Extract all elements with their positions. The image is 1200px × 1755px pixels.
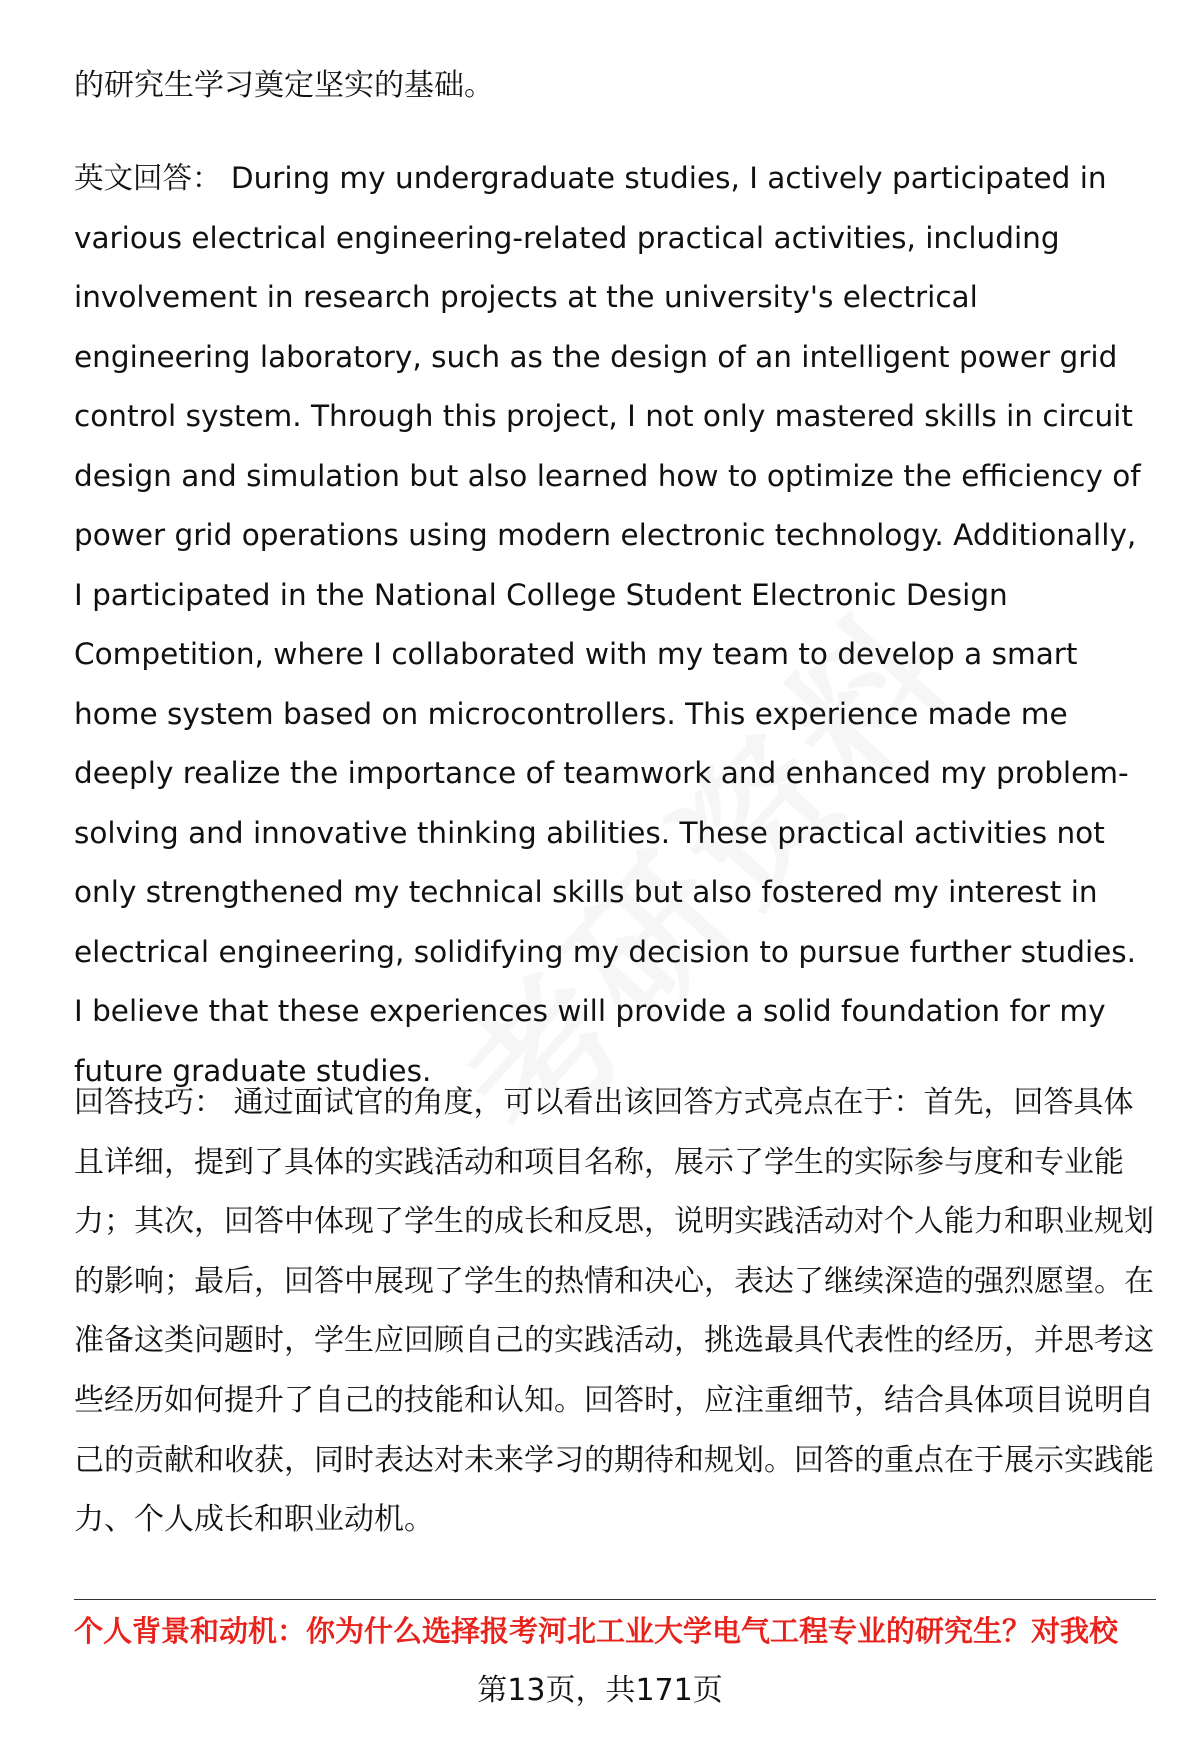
section-divider <box>74 1599 1156 1600</box>
answer-tips-paragraph <box>74 1073 1154 1550</box>
english-answer-label: 英文回答： <box>74 161 222 195</box>
answer-tips-label: 回答技巧： <box>74 1085 224 1120</box>
page-number-footer: 第13页，共171页 <box>477 1673 723 1708</box>
answer-tips-text: 通过面试官的角度，可以看出该回答方式亮点在于：首先，回答具体且详细，提到了具体的实践活动和项目名称，展示了学生的实际参与度和专业能力；其次，回答中体现了学生的成长和反思，说明实践活动对个人能力和职业规划的影响；最后，回答中展现了学生的热情和决心，表达了继续深造的强烈愿望。在准备这类问题时，学生应回顾自己的实践活动，挑选最具代表性的经历，并思考这些经历如何提升了自己的技能和认知。回答时，应注重细节，结合具体项目说明自己的贡献和收获，同时表达对未来学习的期待和规划。回答的重点在于展示实践能力、个人成长和职业动机。 <box>74 1085 1154 1538</box>
next-question-heading: 个人背景和动机：你为什么选择报考河北工业大学电气工程专业的研究生？对我校 <box>74 1614 1119 1648</box>
intro-tail-paragraph: 的研究生学习奠定坚实的基础。 <box>74 68 494 103</box>
english-answer-text: During my undergraduate studies, I actively participated in various electrical engineering-related practical activities, including involvement in research projects at the university's electrical engineering laboratory, such as the design of an intelligent power grid control system. Through this project, I not only mastered skills in circuit design and simulation but also learned how to optimize the efficiency of power grid operations using modern electronic technology. Additionally, I participated in the National College Student Electronic Design Competition, where I collaborated with my team to develop a smart home system based on microcontrollers. This experience made me deeply realize the importance of teamwork and enhanced my problem-solving and innovative thinking abilities. These practical activities not only strengthened my technical skills but also fostered my interest in electrical engineering, solidifying my decision to pursue further studies. I believe that these experiences will provide a solid foundation for my future graduate studies. <box>74 161 1141 1088</box>
english-answer-paragraph <box>74 149 1154 1101</box>
